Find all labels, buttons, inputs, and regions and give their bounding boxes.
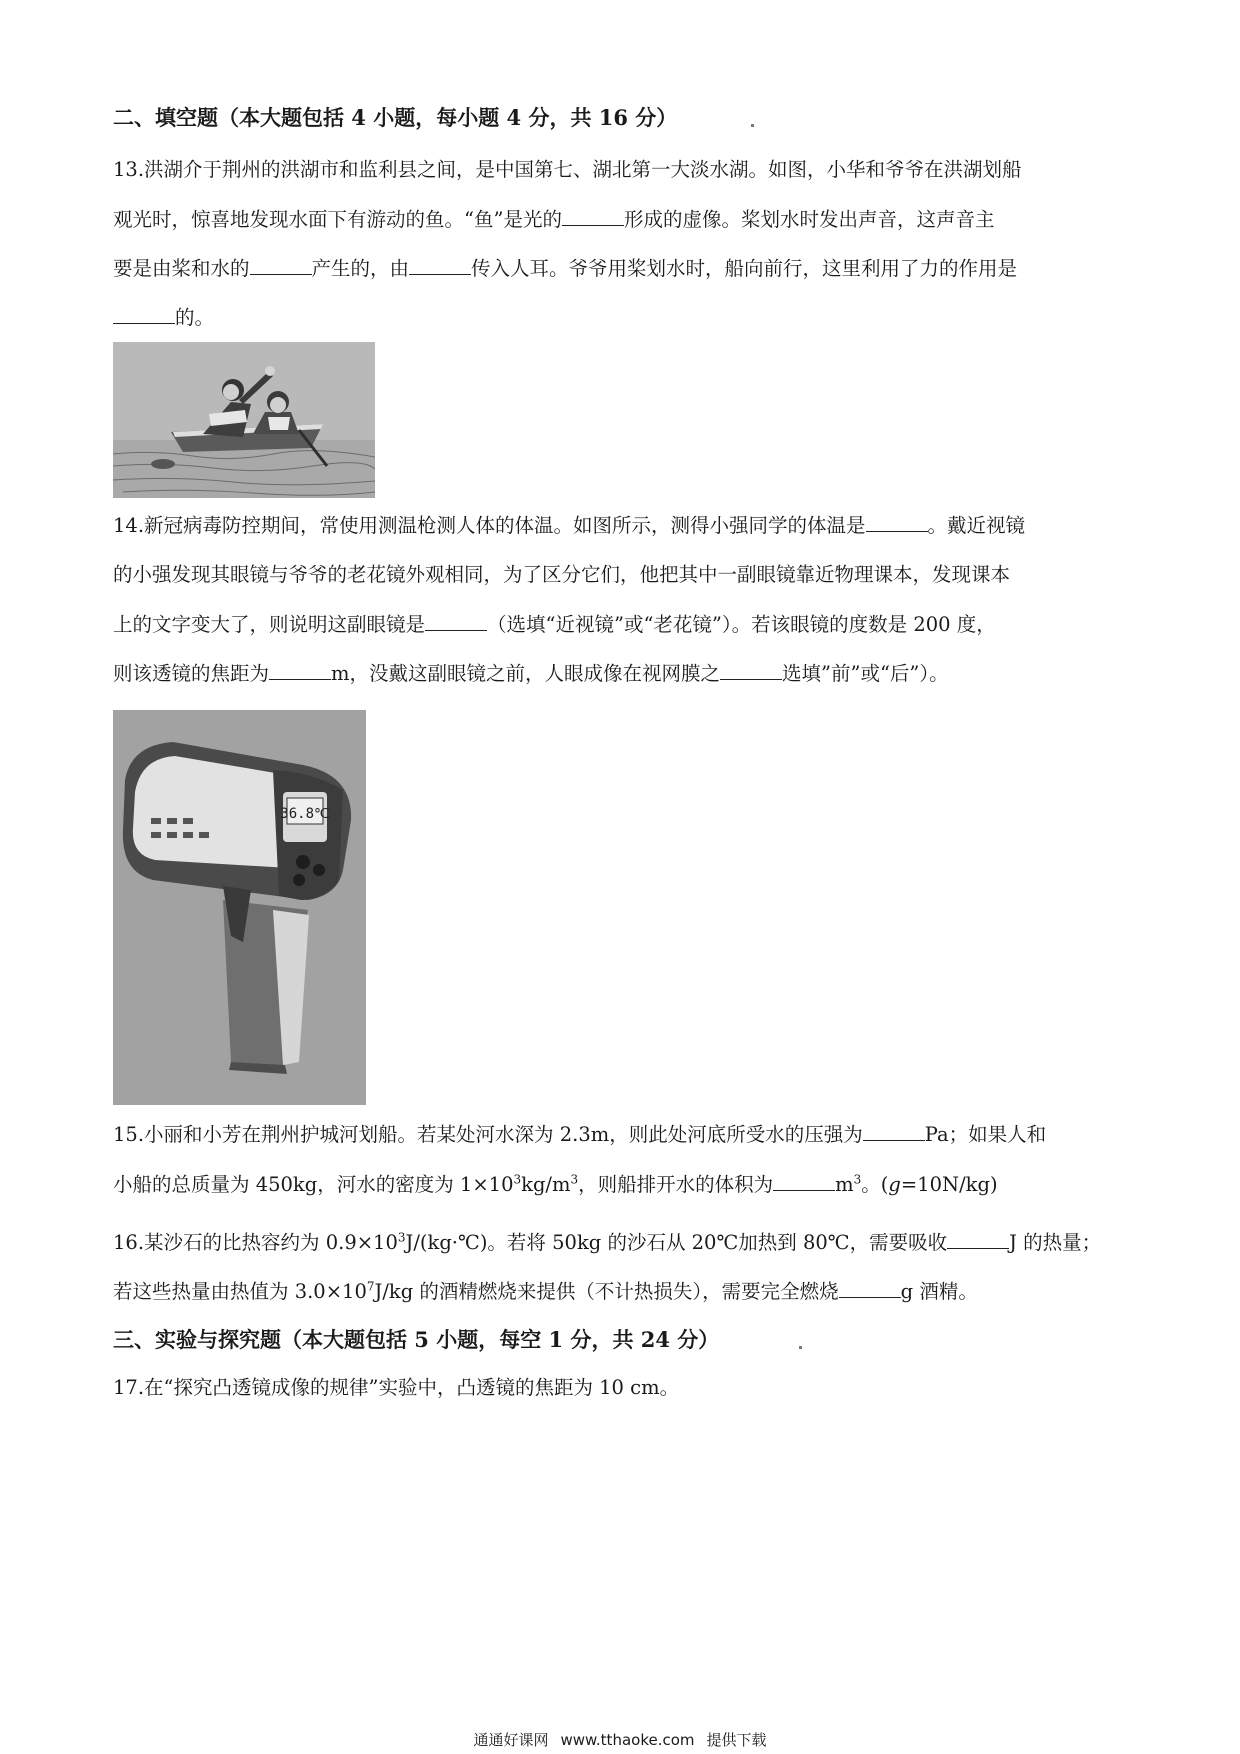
answer-blank[interactable]	[409, 256, 471, 275]
q15-text: 。(	[861, 1173, 889, 1196]
q14-text: m，没戴这副眼镜之前，人眼成像在视网膜之	[331, 662, 721, 685]
page-footer	[0, 1731, 1240, 1749]
q13-text: 传入人耳。爷爷用桨划水时，船向前行，这里利用了力的作用是	[471, 257, 1018, 280]
q15-variable: g	[888, 1173, 901, 1196]
q15-text: ，则船排开水的体积为	[578, 1173, 774, 1196]
q13-line	[113, 206, 1133, 234]
q15-text: 小船的总质量为 450kg，河水的密度为 1×10	[113, 1173, 514, 1196]
q16-text: J/(kg·℃)。若将 50kg 的沙石从 20℃加热到 80℃，需要吸收	[405, 1231, 948, 1254]
q13-line	[113, 304, 1133, 332]
q14-text: 上的文字变大了，则说明这副眼镜是	[113, 613, 426, 636]
q13-text: 产生的，由	[311, 257, 410, 280]
q16-line	[113, 1229, 1133, 1257]
q15-text: kg/m	[521, 1173, 571, 1196]
q15-text: m	[835, 1173, 854, 1196]
answer-blank[interactable]	[425, 612, 487, 631]
answer-blank[interactable]	[773, 1172, 835, 1191]
q13-text: 的。	[175, 306, 215, 329]
footer-site-name: 通通好课网	[473, 1731, 549, 1749]
boat-drawing	[113, 342, 375, 498]
superscript: 3	[397, 1230, 406, 1245]
section-heading: 二、填空题（本大题包括 4 小题，每小题 4 分，共 16 分）	[113, 105, 678, 130]
q14-text: 则该透镜的焦距为	[113, 662, 270, 685]
answer-blank[interactable]	[839, 1279, 901, 1298]
speck	[751, 124, 754, 127]
q16-line	[113, 1278, 1133, 1306]
q16-text: 16.某沙石的比热容约为 0.9×10	[113, 1231, 398, 1254]
q15-text: =10N/kg)	[900, 1173, 998, 1196]
q13-line	[113, 255, 1133, 283]
superscript: 7	[366, 1279, 375, 1294]
q14-line: 的小强发现其眼镜与爷爷的老花镜外观相同，为了区分它们，他把其中一副眼镜靠近物理课本，发现课本	[113, 563, 1011, 586]
answer-blank[interactable]	[947, 1230, 1009, 1249]
answer-blank[interactable]	[720, 661, 782, 680]
q17-line: 17.在“探究凸透镜成像的规律”实验中，凸透镜的焦距为 10 cm。	[113, 1376, 680, 1399]
q14-line	[113, 512, 1133, 540]
footer-url[interactable]: www.tthaoke.com	[560, 1731, 695, 1749]
speck	[799, 1346, 802, 1349]
q16-text: g 酒精。	[900, 1280, 978, 1303]
q14-text: （选填“近视镜”或“老花镜”）。若该眼镜的度数是 200 度，	[487, 613, 996, 636]
answer-blank[interactable]	[250, 256, 312, 275]
q15-text: Pa；如果人和	[924, 1123, 1047, 1146]
q15-line	[113, 1121, 1133, 1149]
thermometer-gun-drawing	[113, 710, 366, 1105]
answer-blank[interactable]	[113, 305, 175, 324]
q14-text: 选填”前”或“后”）。	[782, 662, 949, 685]
q14-line	[113, 660, 1133, 688]
answer-blank[interactable]	[269, 661, 331, 680]
q14-text: 14.新冠病毒防控期间，常使用测温枪测人体的体温。如图所示，测得小强同学的体温是	[113, 514, 866, 537]
answer-blank[interactable]	[863, 1122, 925, 1141]
q15-text: 15.小丽和小芳在荆州护城河划船。若某处河水深为 2.3m，则此处河底所受水的压强为	[113, 1123, 863, 1146]
q13-line: 13.洪湖介于荆州的洪湖市和监利县之间，是中国第七、湖北第一大淡水湖。如图，小华和爷爷在洪湖划船	[113, 158, 1022, 181]
q13-text: 形成的虚像。桨划水时发出声音，这声音主	[623, 208, 995, 231]
footer-suffix: 提供下载	[706, 1731, 767, 1749]
thermometer-gun-photo	[113, 710, 366, 1105]
superscript: 3	[853, 1172, 862, 1187]
display-reading: 36.8℃	[280, 806, 330, 822]
answer-blank[interactable]	[866, 513, 928, 532]
q16-text: J 的热量；	[1009, 1231, 1102, 1254]
section-heading: 三、实验与探究题（本大题包括 5 小题，每空 1 分，共 24 分）	[113, 1327, 720, 1352]
superscript: 3	[513, 1172, 522, 1187]
q14-text: 。戴近视镜	[927, 514, 1026, 537]
superscript: 3	[570, 1172, 579, 1187]
q13-text: 要是由桨和水的	[113, 257, 250, 280]
q13-text: 观光时，惊喜地发现水面下有游动的鱼。“鱼”是光的	[113, 208, 562, 231]
q16-text: 若这些热量由热值为 3.0×10	[113, 1280, 367, 1303]
q15-line	[113, 1171, 1133, 1199]
q14-line	[113, 611, 1133, 639]
boat-illustration	[113, 342, 375, 498]
answer-blank[interactable]	[562, 207, 624, 226]
q16-text: J/kg 的酒精燃烧来提供（不计热损失），需要完全燃烧	[374, 1280, 839, 1303]
